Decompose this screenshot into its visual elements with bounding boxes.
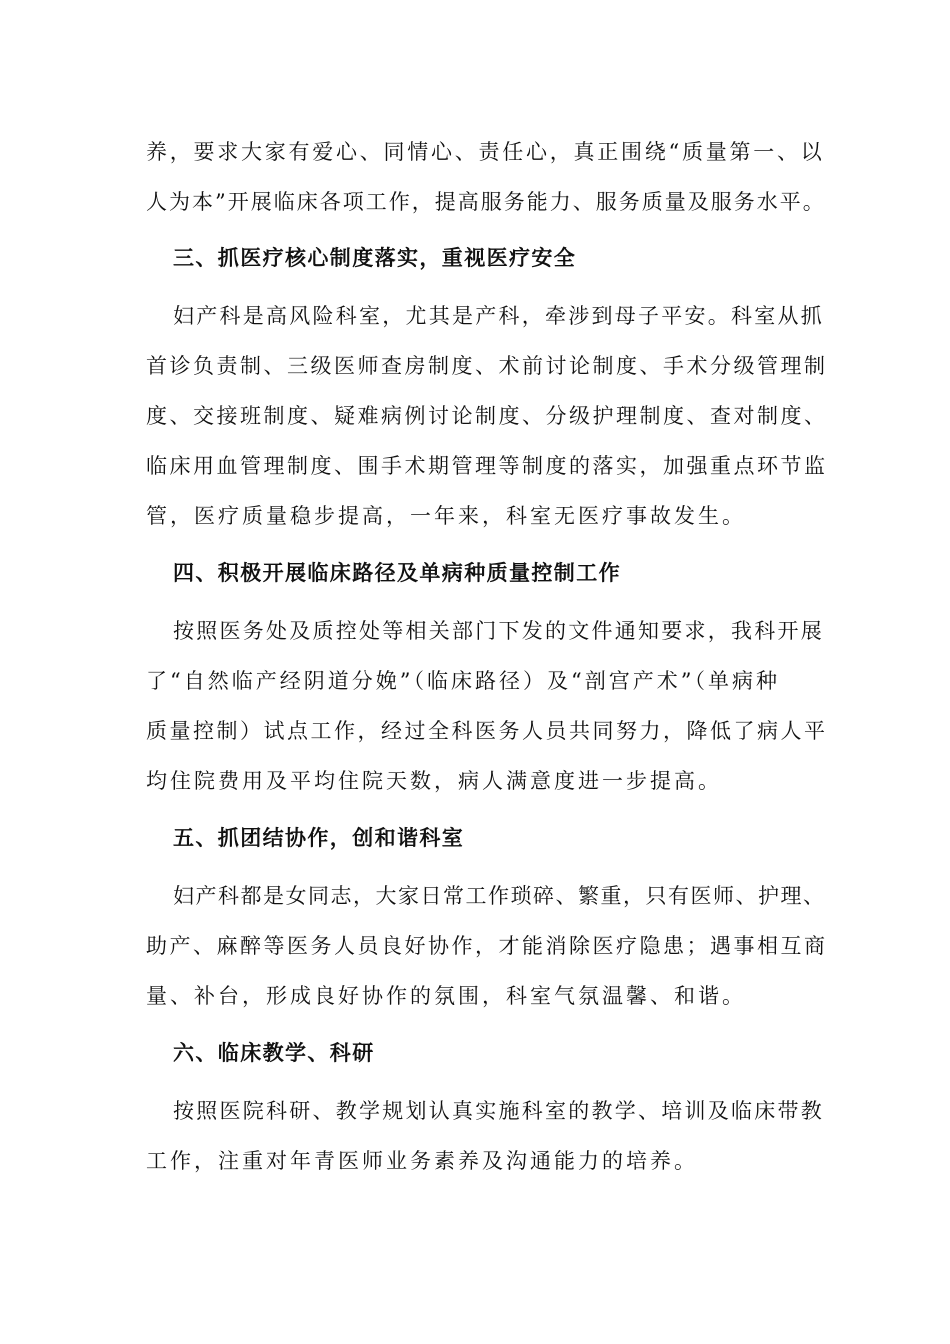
body-text-line: 了“自然临产经阴道分娩”（临床路径）及“剖宫产术”（单病种 <box>146 669 780 693</box>
section-heading-5: 五、抓团结协作，创和谐科室 <box>173 826 465 850</box>
section-heading-3: 三、抓医疗核心制度落实，重视医疗安全 <box>173 246 577 270</box>
body-text-line: 均住院费用及平均住院天数，病人满意度进一步提高。 <box>146 769 722 793</box>
body-text-line: 首诊负责制、三级医师查房制度、术前讨论制度、手术分级管理制 <box>146 354 828 378</box>
body-text-line: 质量控制）试点工作，经过全科医务人员共同努力，降低了病人平 <box>146 719 828 743</box>
section-heading-4: 四、积极开展临床路径及单病种质量控制工作 <box>173 561 621 585</box>
body-text-line: 按照医务处及质控处等相关部门下发的文件通知要求，我科开展 <box>173 619 824 643</box>
body-text-line: 人为本”开展临床各项工作，提高服务能力、服务质量及服务水平。 <box>146 190 826 214</box>
body-text-line: 养，要求大家有爱心、同情心、责任心，真正围绕“质量第一、以 <box>146 140 825 164</box>
body-text-line: 妇产科都是女同志，大家日常工作琐碎、繁重，只有医师、护理、 <box>173 884 826 908</box>
body-text-line: 临床用血管理制度、围手术期管理等制度的落实，加强重点环节监 <box>146 454 828 478</box>
body-text-line: 按照医院科研、教学规划认真实施科室的教学、培训及临床带教 <box>173 1099 824 1123</box>
body-text-line: 管，医疗质量稳步提高，一年来，科室无医疗事故发生。 <box>146 504 746 528</box>
body-text-line: 妇产科是高风险科室，尤其是产科，牵涉到母子平安。科室从抓 <box>173 304 824 328</box>
body-text-line: 工作，注重对年青医师业务素养及沟通能力的培养。 <box>146 1149 698 1173</box>
body-text-line: 度、交接班制度、疑难病例讨论制度、分级护理制度、查对制度、 <box>146 404 828 428</box>
section-heading-6: 六、临床教学、科研 <box>173 1041 375 1065</box>
body-text-line: 量、补台，形成良好协作的氛围，科室气氛温馨、和谐。 <box>146 984 746 1008</box>
body-text-line: 助产、麻醉等医务人员良好协作，才能消除医疗隐患；遇事相互商 <box>146 934 828 958</box>
